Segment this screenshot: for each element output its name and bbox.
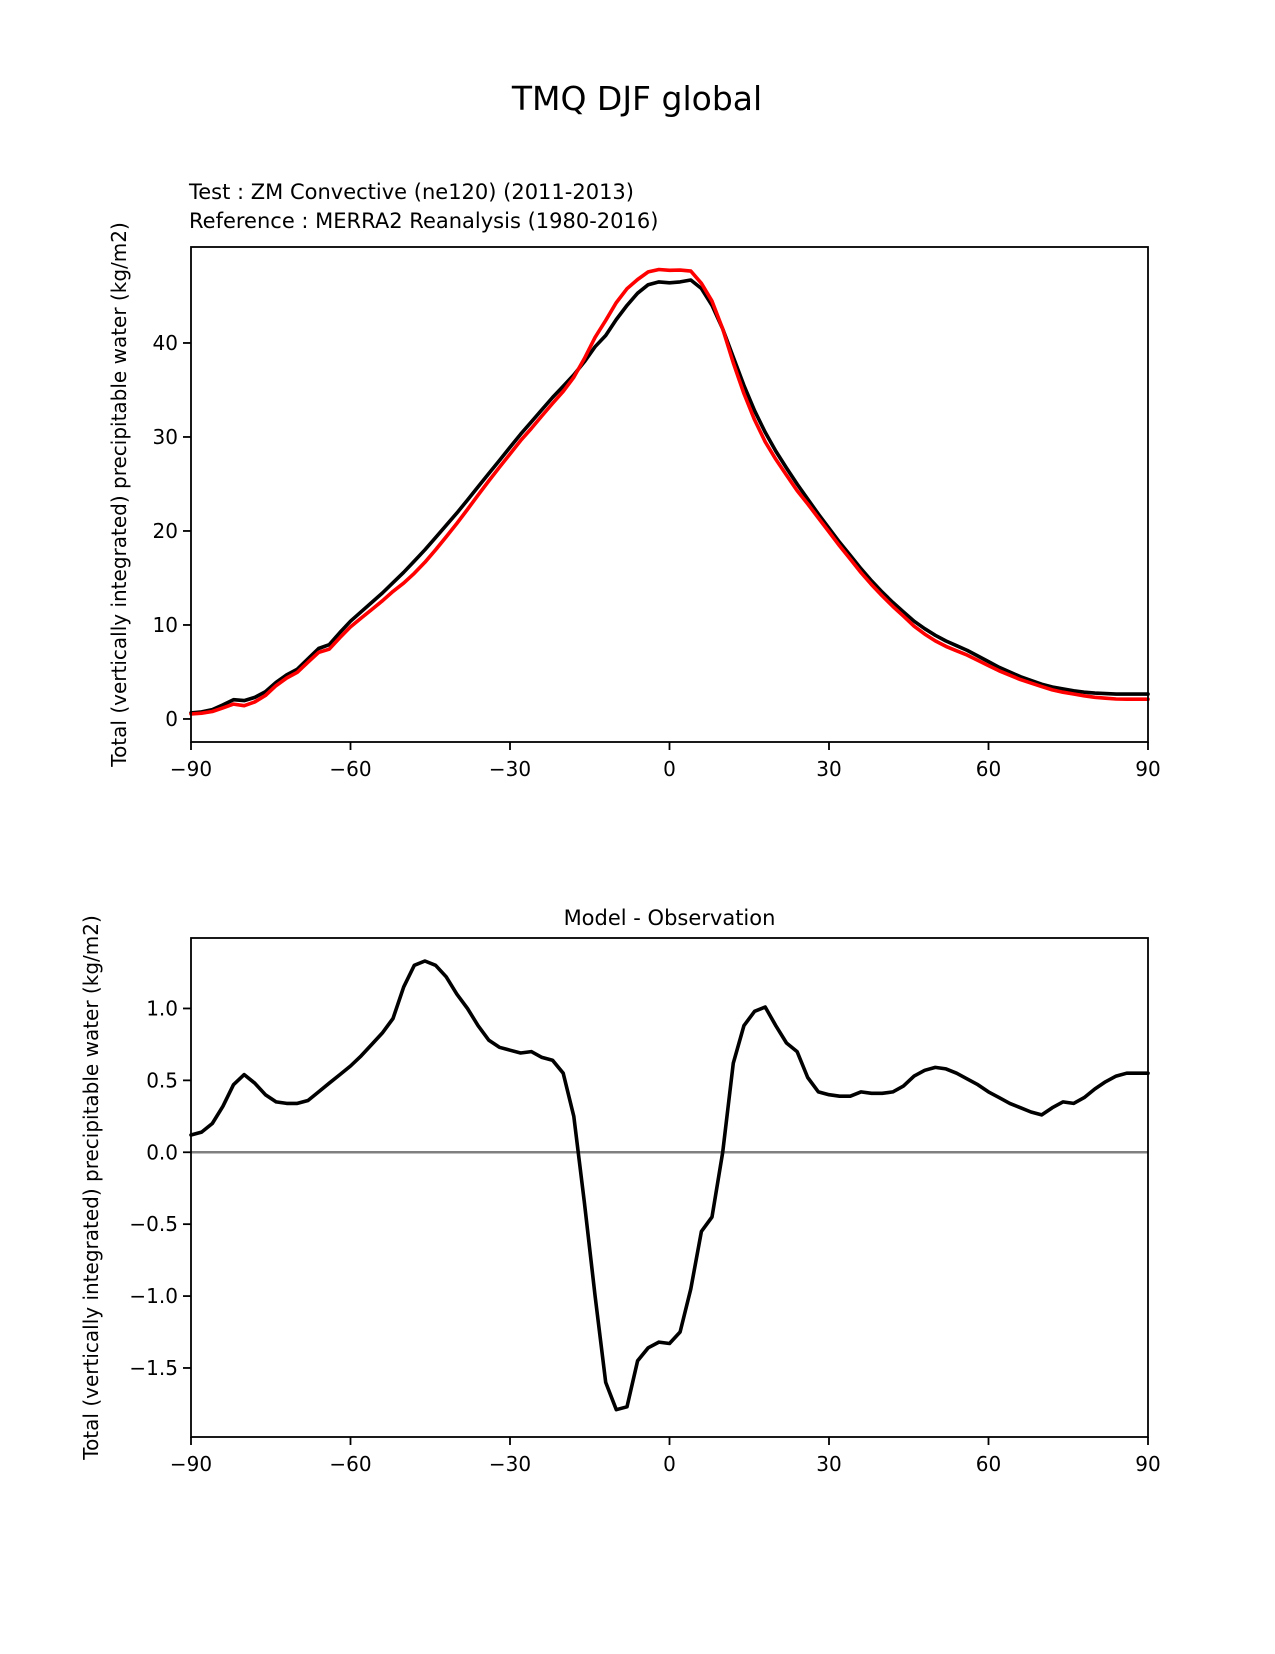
y-tick-label: 20 [152, 518, 178, 543]
y-axis-label: Total (vertically integrated) precipitable water (kg/m2) [107, 222, 131, 767]
x-tick-label: −30 [488, 757, 532, 781]
top-plot [107, 222, 1161, 781]
y-tick-label: −1.5 [129, 1355, 178, 1380]
figure-title: TMQ DJF global [511, 79, 763, 118]
y-tick-label: 0.0 [146, 1140, 178, 1165]
x-tick-label: 90 [1135, 757, 1161, 781]
x-tick-label: −90 [169, 757, 213, 781]
y-tick-label: 0 [165, 706, 178, 731]
axes-title: Model - Observation [563, 906, 776, 930]
y-tick-label: 0.5 [146, 1068, 178, 1093]
y-axis-label: Total (vertically integrated) precipitable water (kg/m2) [79, 915, 103, 1460]
bottom-plot [79, 906, 1161, 1476]
series-line-0 [191, 280, 1148, 713]
legend-reference-label: Reference : MERRA2 Reanalysis (1980-2016) [189, 209, 659, 233]
y-tick-label: −1.0 [129, 1284, 178, 1309]
y-tick-label: 1.0 [146, 996, 178, 1021]
x-tick-label: 90 [1135, 1452, 1161, 1476]
x-tick-label: 0 [663, 1452, 676, 1476]
x-tick-label: 30 [816, 757, 842, 781]
y-tick-label: 10 [152, 612, 178, 637]
x-tick-label: −30 [488, 1452, 532, 1476]
axes-spines [191, 938, 1148, 1437]
x-tick-label: −60 [329, 1452, 372, 1476]
x-tick-label: 60 [975, 1452, 1002, 1476]
legend-test-label: Test : ZM Convective (ne120) (2011-2013) [189, 180, 634, 204]
y-tick-label: 30 [152, 424, 178, 449]
series-line-1 [191, 270, 1148, 715]
x-tick-label: 60 [975, 757, 1002, 781]
series-line-0 [191, 961, 1148, 1410]
y-tick-label: 40 [152, 330, 178, 355]
x-tick-label: −60 [329, 757, 372, 781]
y-tick-label: −0.5 [129, 1212, 178, 1237]
x-tick-label: 0 [663, 757, 676, 781]
x-tick-label: −90 [169, 1452, 213, 1476]
x-tick-label: 30 [816, 1452, 842, 1476]
